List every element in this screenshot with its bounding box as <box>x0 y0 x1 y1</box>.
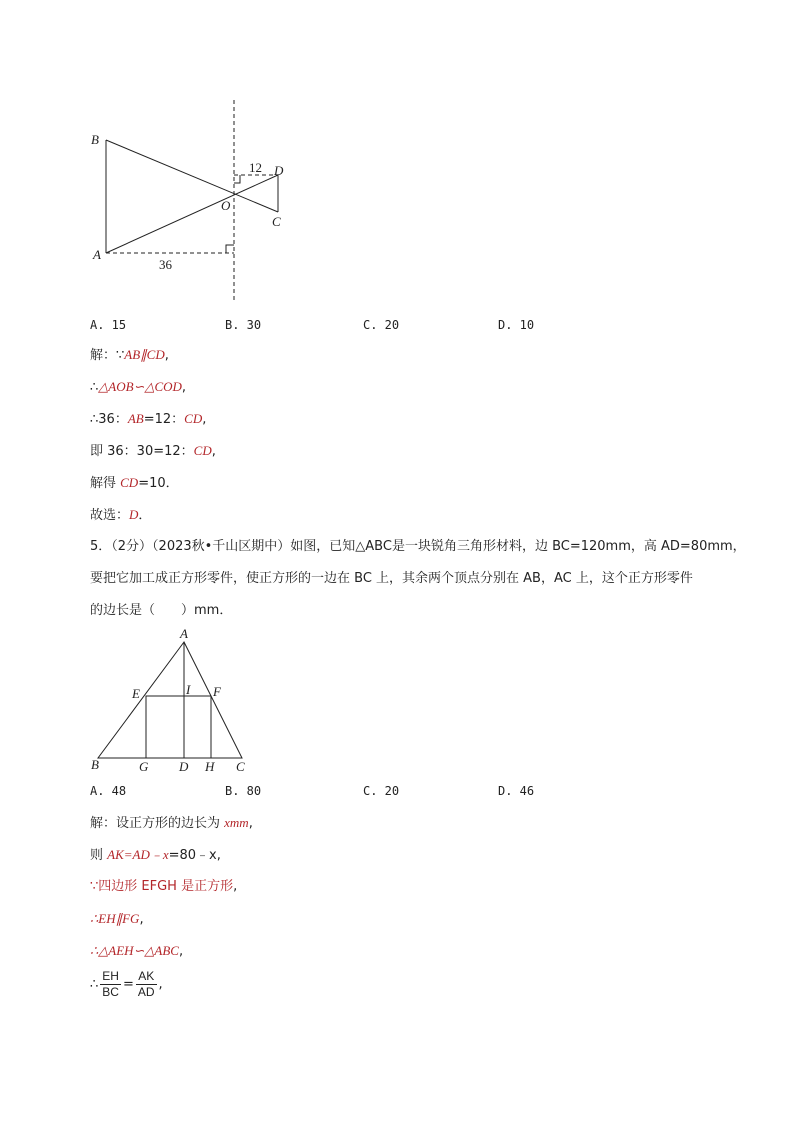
q4-solution-line-5: 解得 CD=10． <box>90 475 179 491</box>
q5-solution-line-2: 则 AK=AD﹣x=80﹣x, <box>90 847 221 863</box>
label-a: A <box>93 247 101 262</box>
q5-solution-line-5: ∴△AEH∽△ABC, <box>90 943 184 959</box>
fig2-label-a: A <box>180 626 188 641</box>
q4-solution-line-4: 即 36：30=12：CD, <box>90 443 216 459</box>
q5-solution-line-3: ∵四边形 EFGH 是正方形, <box>90 879 238 894</box>
fig2-label-f: F <box>213 684 221 699</box>
dimension-36: 36 <box>159 257 172 272</box>
figure-bowtie-diagram <box>80 95 310 305</box>
q5-choice-a: A. 48 <box>90 784 127 798</box>
right-angle-mark-bottom <box>226 245 234 253</box>
segment-ad <box>106 175 278 253</box>
fig2-label-c: C <box>236 759 245 774</box>
label-d: D <box>274 163 284 178</box>
q5-solution-line-6: ∴ $\frac{EH}{BC}$ = $\frac{AK}{AD}$ , <box>90 969 163 999</box>
square-efgh <box>146 696 211 758</box>
dimension-12: 12 <box>249 160 262 175</box>
q5-solution-line-1: 解：设正方形的边长为 xmm, <box>90 815 253 831</box>
right-angle-mark-top <box>234 175 240 183</box>
q5-choice-b: B. 80 <box>225 784 262 798</box>
fig2-label-b: B <box>91 757 99 772</box>
q4-solution-line-3: ∴36：AB=12：CD, <box>90 411 207 427</box>
q5-question-line-3: 的边长是（ ）mm． <box>90 603 233 618</box>
fraction-eh-bc: $\frac{EH}{BC}$ <box>102 969 119 999</box>
q5-question-line-1: 5．（2分）（2023秋•千山区期中）如图，已知△ABC是一块锐角三角形材料，边 BC=120mm，高 AD=80mm， <box>90 539 746 554</box>
label-b: B <box>91 132 99 147</box>
figure-triangle-square <box>90 630 260 770</box>
fraction-ak-ad: $\frac{AK}{AD}$ <box>137 969 155 999</box>
label-o: O <box>221 198 231 213</box>
q5-solution-line-4: ∴EH∥FG, <box>90 911 144 927</box>
q4-choice-a: A. 15 <box>90 318 127 332</box>
q4-solution-line-1: 解：∵AB∥CD, <box>90 347 169 363</box>
q4-solution-line-2: ∴△AOB∽△COD, <box>90 379 187 395</box>
fig2-label-h: H <box>205 759 215 774</box>
label-c: C <box>272 214 281 229</box>
q4-solution-line-6: 故选：D． <box>90 507 152 523</box>
fig2-label-i: I <box>186 682 191 697</box>
segment-bc <box>106 140 278 212</box>
q5-choice-c: C. 20 <box>363 784 400 798</box>
q5-question-line-2: 要把它加工成正方形零件，使正方形的一边在 BC 上，其余两个顶点分别在 AB，AC 上，这个正方形零件 <box>90 571 693 586</box>
fig2-label-d: D <box>179 759 189 774</box>
fig2-label-g: G <box>139 759 149 774</box>
q4-choice-d: D. 10 <box>498 318 535 332</box>
q4-choice-c: C. 20 <box>363 318 400 332</box>
q4-choice-b: B. 30 <box>225 318 262 332</box>
fig2-label-e: E <box>132 686 140 701</box>
triangle-abc <box>98 642 242 758</box>
q5-choice-d: D. 46 <box>498 784 535 798</box>
